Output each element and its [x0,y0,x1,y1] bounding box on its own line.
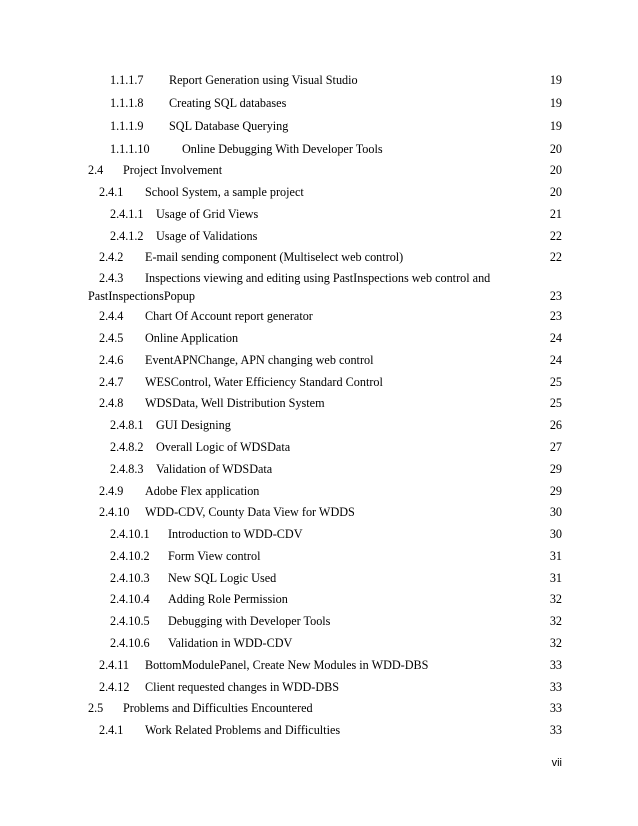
toc-entry [0,481,638,501]
toc-entry-number: 1.1.1.7 [110,73,144,87]
toc-entry-title: GUI Designing [156,418,231,432]
toc-entry-page: 25 [549,396,562,410]
page-number: vii [551,757,562,769]
toc-entry-number: 2.4 [88,163,104,177]
toc-entry-title: E-mail sending component (Multiselect web control) [145,250,404,264]
toc-entry-title: Problems and Difficulties Encountered [123,701,313,715]
toc-entry-number: 2.4.8 [99,396,124,410]
toc-entry-title: Chart Of Account report generator [145,309,313,323]
toc-entry-page: 25 [549,375,562,389]
toc-entry-page: 29 [549,484,562,498]
toc-entry-number: 2.4.10.2 [110,549,150,563]
toc-entry-title: Form View control [168,549,261,563]
toc-entry-page: 30 [549,505,562,519]
toc-entry [0,459,638,479]
toc-entry [0,502,638,522]
toc-entry-page: 20 [549,163,562,177]
toc-entry [0,677,638,697]
toc-entry-page: 27 [549,440,562,454]
toc-entry-number: 2.4.10 [99,505,130,519]
toc-entry-page: 23 [549,289,562,303]
toc-entry [0,306,638,326]
toc-entry [0,93,638,113]
toc-entry [0,568,638,588]
toc-entry-page: 19 [549,73,562,87]
toc-entry [0,415,638,435]
toc-entry-page: 24 [549,331,562,345]
toc-entry [0,204,638,224]
toc-entry [0,350,638,370]
toc-entry-number: 2.4.10.4 [110,592,150,606]
toc-entry-title: Project Involvement [123,163,223,177]
toc-entry-title: Debugging with Developer Tools [168,614,331,628]
toc-entry [0,393,638,413]
toc-entry-title: Validation of WDSData [156,462,273,476]
toc-entry [0,546,638,566]
toc-entry-title: Report Generation using Visual Studio [169,73,358,87]
toc-entry-number: 2.4.1.1 [110,207,144,221]
toc-entry-title: WDD-CDV, County Data View for WDDS [145,505,355,519]
toc-entry-page: 32 [549,636,562,650]
toc-entry [0,247,638,267]
toc-entry-page: 21 [549,207,562,221]
toc-entry-number: 2.4.11 [99,658,130,672]
toc-entry-title: WDSData, Well Distribution System [145,396,325,410]
toc-entry [0,269,638,309]
toc-entry-number: 2.4.1.2 [110,229,144,243]
toc-entry-page: 31 [549,571,562,585]
toc-entry-page: 23 [549,309,562,323]
toc-entry [0,372,638,392]
toc-entry-number: 2.4.10.1 [110,527,150,541]
toc-entry-title: Online Application [145,331,239,345]
toc-entry-title: Adding Role Permission [168,592,288,606]
toc-entry [0,437,638,457]
toc-entry-page: 33 [549,723,562,737]
toc-entry [0,611,638,631]
toc-entry [0,524,638,544]
toc-entry-number: 2.4.4 [99,309,124,323]
toc-entry-title: Online Debugging With Developer Tools [182,142,383,156]
toc-entry-title: BottomModulePanel, Create New Modules in WDD-DBS [145,658,429,672]
toc-entry-number: 2.4.2 [99,250,124,264]
toc-entry-number: 1.1.1.9 [110,119,144,133]
toc-entry [0,139,638,159]
toc-entry-page: 26 [549,418,562,432]
toc-entry-title: School System, a sample project [145,185,304,199]
toc-entry-number: 2.4.9 [99,484,124,498]
toc-entry-number: 2.4.10.5 [110,614,150,628]
toc-entry [0,160,638,180]
toc-entry-number: 2.4.8.3 [110,462,144,476]
toc-entry-number: 2.4.5 [99,331,124,345]
toc-entry [0,655,638,675]
toc-entry-number: 2.4.8.2 [110,440,144,454]
toc-entry-title-continued: PastInspectionsPopup [88,289,195,303]
toc-entry-page: 22 [549,250,562,264]
toc-entry-title: SQL Database Querying [169,119,289,133]
toc-entry-page: 19 [549,96,562,110]
toc-entry-title: EventAPNChange, APN changing web control [145,353,374,367]
toc-entry-page: 29 [549,462,562,476]
toc-entry [0,70,638,90]
toc-entry [0,116,638,136]
toc-entry-title: WESControl, Water Efficiency Standard Control [145,375,383,389]
toc-entry-page: 20 [549,185,562,199]
toc-entry [0,720,638,740]
toc-entry-number: 2.4.1 [99,723,124,737]
toc-entry [0,328,638,348]
toc-entry-page: 24 [549,353,562,367]
toc-entry-title: Creating SQL databases [169,96,287,110]
toc-entry-title: Introduction to WDD-CDV [168,527,303,541]
toc-entry-title: Overall Logic of WDSData [156,440,291,454]
toc-entry-number: 2.4.10.3 [110,571,150,585]
toc-entry-page: 30 [549,527,562,541]
toc-entry-page: 31 [549,549,562,563]
toc-entry-number: 2.4.3 [99,271,124,285]
toc-entry [0,226,638,246]
toc-entry [0,633,638,653]
toc-entry-page: 32 [549,592,562,606]
toc-entry-number: 2.4.10.6 [110,636,150,650]
toc-entry-title: Adobe Flex application [145,484,260,498]
toc-entry-number: 1.1.1.8 [110,96,144,110]
toc-entry [0,698,638,718]
toc-entry-title: Usage of Grid Views [156,207,259,221]
toc-entry [0,182,638,202]
toc-entry-number: 2.4.8.1 [110,418,144,432]
toc-entry-number: 2.4.12 [99,680,130,694]
toc-entry-page: 22 [549,229,562,243]
toc-entry-page: 20 [549,142,562,156]
toc-entry-page: 32 [549,614,562,628]
toc-entry-title: New SQL Logic Used [168,571,277,585]
toc-entry-number: 2.5 [88,701,104,715]
toc-entry-page: 33 [549,658,562,672]
toc-entry-page: 33 [549,680,562,694]
toc-entry [0,589,638,609]
toc-entry-title: Work Related Problems and Difficulties [145,723,341,737]
toc-entry-page: 33 [549,701,562,715]
toc-entry-number: 1.1.1.10 [110,142,150,156]
toc-entry-number: 2.4.1 [99,185,124,199]
toc-entry-page: 19 [549,119,562,133]
toc-entry-number: 2.4.6 [99,353,124,367]
toc-entry-title: Client requested changes in WDD-DBS [145,680,340,694]
toc-entry-title: Inspections viewing and editing using PastInspections web control and [145,271,491,285]
toc-entry-number: 2.4.7 [99,375,124,389]
toc-entry-title: Validation in WDD-CDV [168,636,293,650]
toc-entry-title: Usage of Validations [156,229,258,243]
